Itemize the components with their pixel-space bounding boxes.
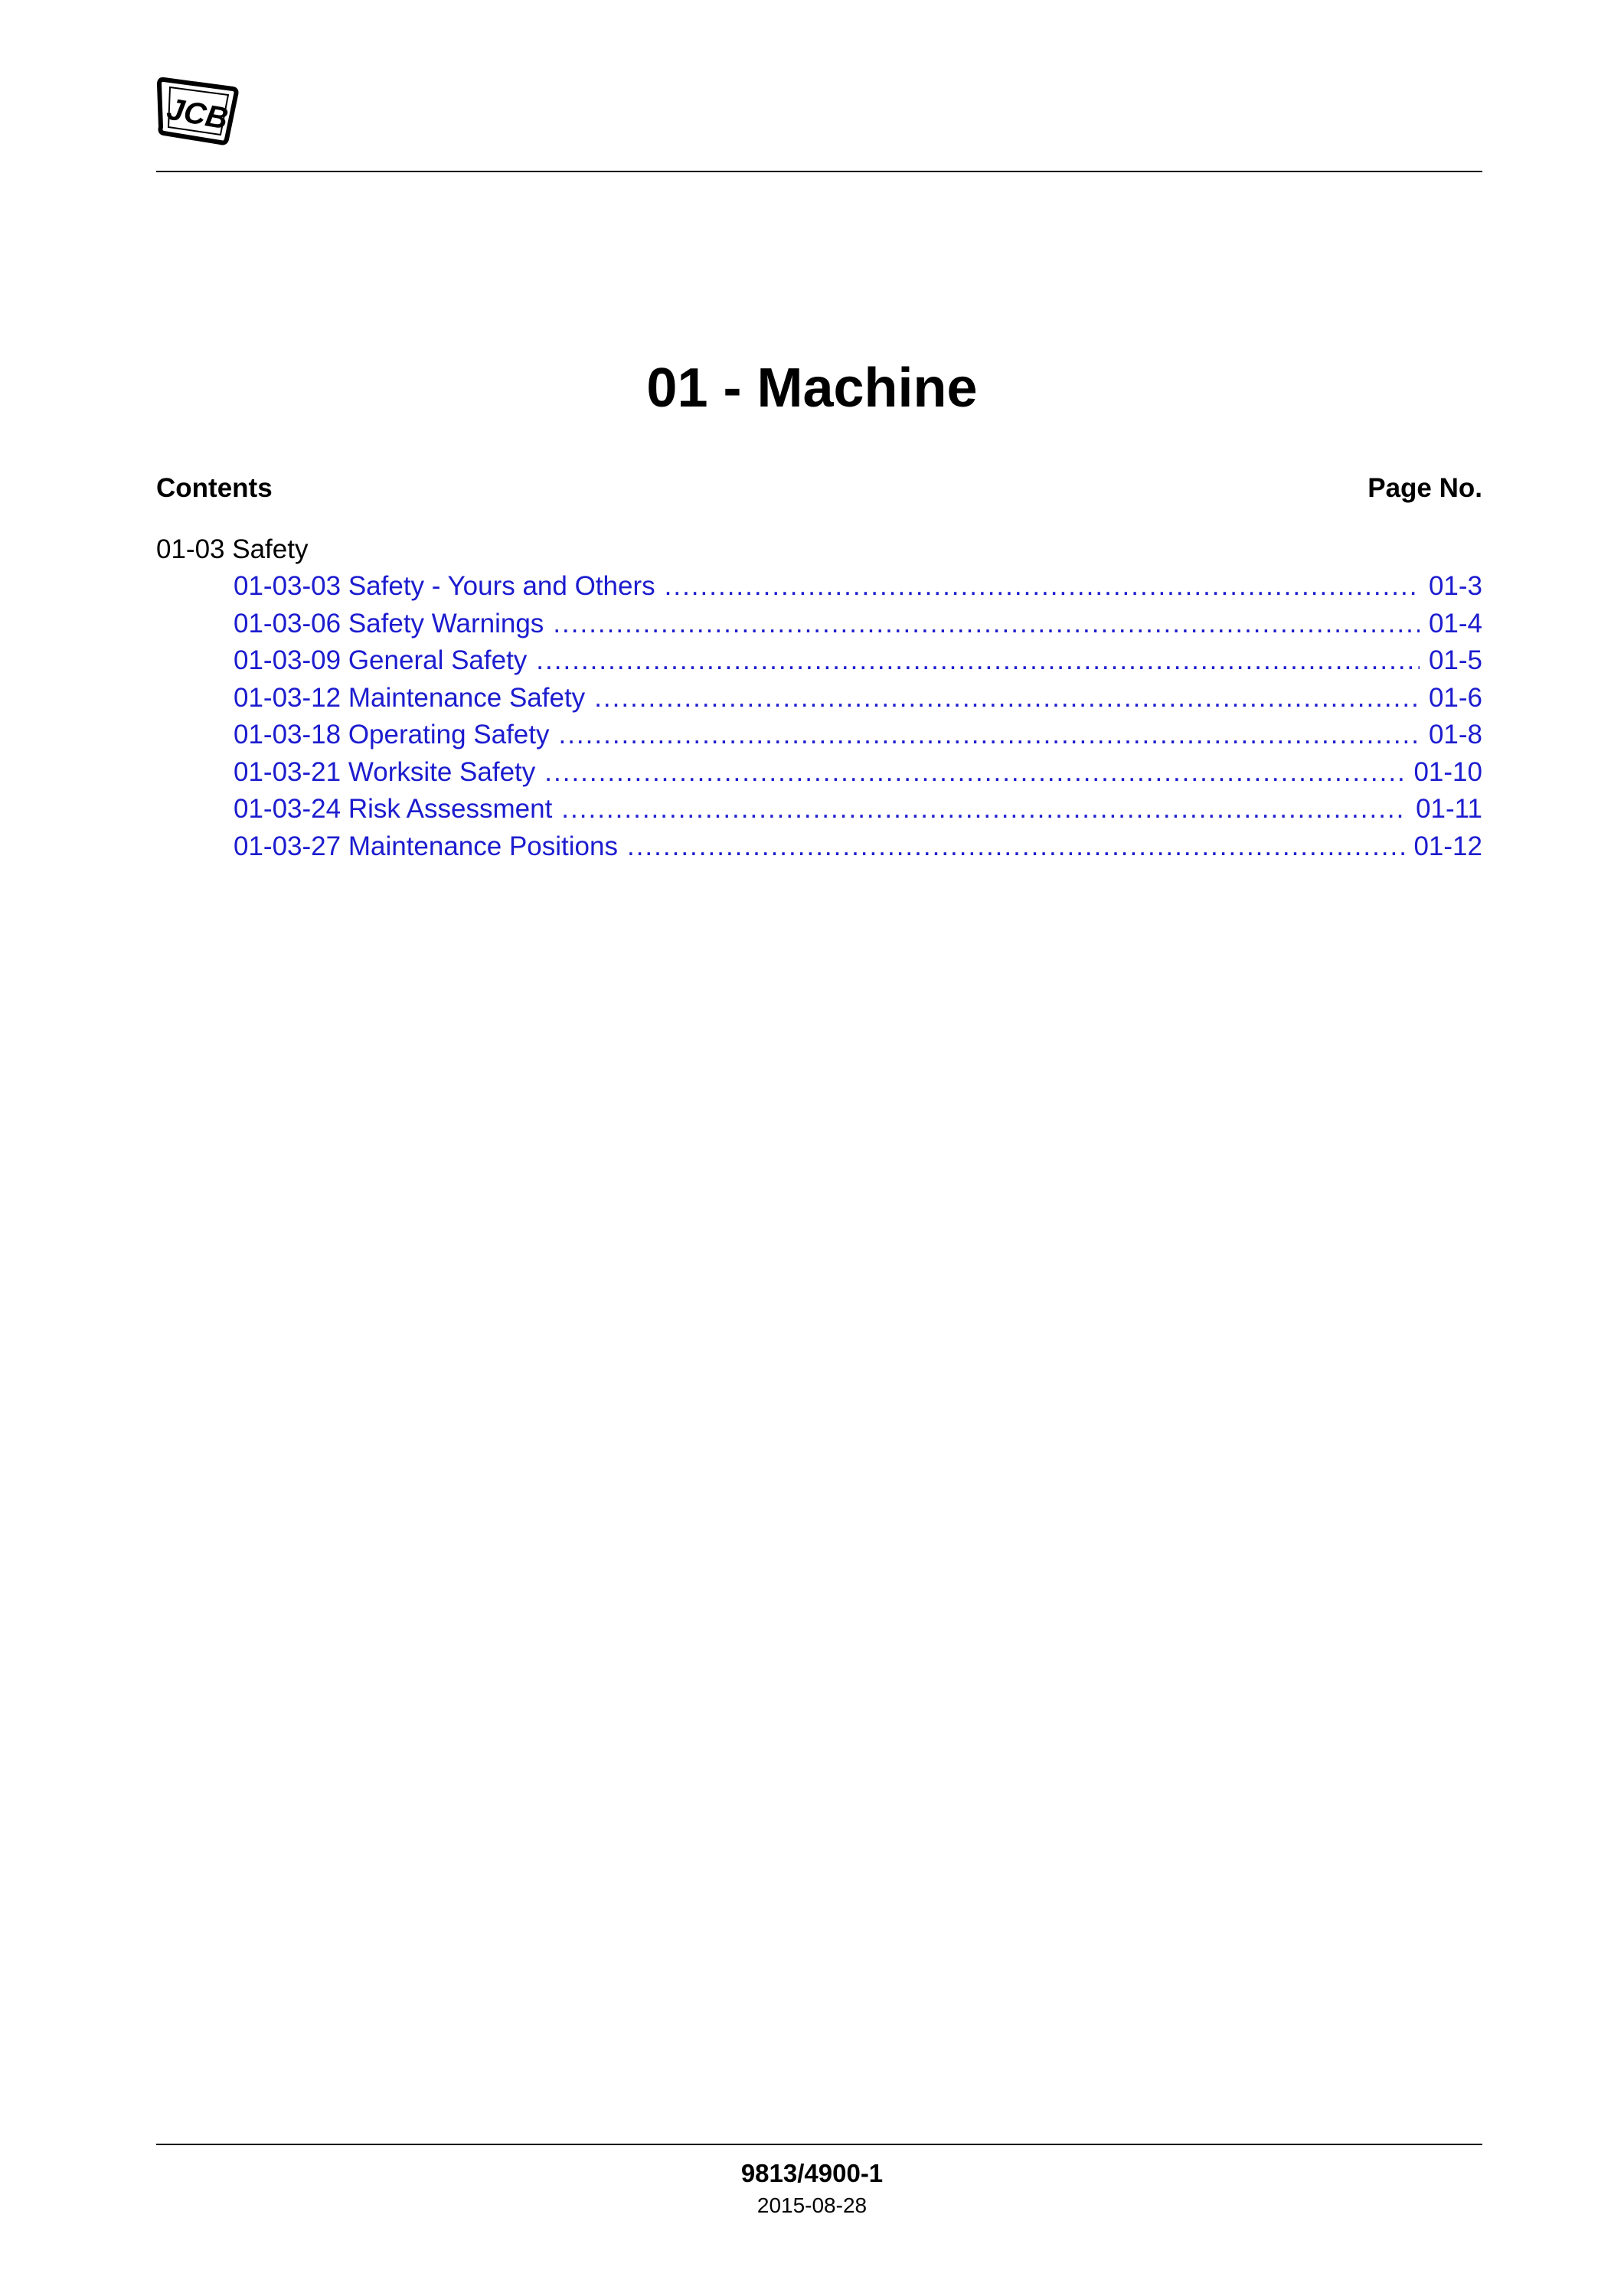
- toc-entry-page[interactable]: 01-5: [1428, 645, 1482, 675]
- toc-entry-page[interactable]: 01-4: [1428, 608, 1482, 639]
- toc-entry-title[interactable]: 01-03-27 Maintenance Positions: [234, 831, 618, 861]
- toc-entry-page[interactable]: 01-11: [1416, 794, 1482, 824]
- toc-list: [234, 568, 1482, 865]
- toc-entry[interactable]: [234, 680, 1482, 717]
- toc-entry-title[interactable]: 01-03-18 Operating Safety: [234, 720, 550, 750]
- toc-entry-title[interactable]: 01-03-09 General Safety: [234, 645, 528, 675]
- toc-entry-page[interactable]: 01-12: [1413, 831, 1482, 861]
- toc-entry-title[interactable]: 01-03-24 Risk Assessment: [234, 794, 553, 824]
- toc-entry[interactable]: [234, 791, 1482, 828]
- jcb-logo-icon: [156, 73, 242, 147]
- toc-entry-page[interactable]: 01-6: [1428, 682, 1482, 713]
- document-code: 9813/4900-1: [740, 2159, 884, 2187]
- toc-entry[interactable]: [234, 754, 1482, 792]
- toc-leader-dots: [558, 717, 1419, 753]
- document-date: 2015-08-28: [756, 2193, 868, 2217]
- toc-entry-page[interactable]: 01-10: [1413, 756, 1482, 787]
- toc-entry-title[interactable]: 01-03-12 Maintenance Safety: [234, 682, 586, 713]
- toc-leader-dots: [553, 606, 1420, 642]
- toc-entry[interactable]: [234, 606, 1482, 643]
- toc-entry-page[interactable]: 01-3: [1428, 571, 1482, 601]
- toc-entry[interactable]: [234, 717, 1482, 754]
- page-no-label: Page No.: [1367, 473, 1482, 503]
- toc-leader-dots: [594, 680, 1420, 717]
- footer-rule: [156, 2144, 1482, 2145]
- svg-text:JCB: JCB: [164, 92, 231, 136]
- toc-leader-dots: [544, 754, 1404, 791]
- toc-entry[interactable]: [234, 642, 1482, 680]
- header-rule: [156, 171, 1482, 172]
- toc-entry-page[interactable]: 01-8: [1428, 720, 1482, 750]
- contents-label: Contents: [156, 473, 273, 503]
- toc-entry[interactable]: [234, 828, 1482, 866]
- toc-entry-title[interactable]: 01-03-21 Worksite Safety: [234, 756, 536, 787]
- contents-header: [156, 473, 1482, 511]
- toc-entry[interactable]: [234, 568, 1482, 606]
- toc-leader-dots: [665, 568, 1420, 605]
- page-title: 01 - Machine: [646, 358, 978, 419]
- toc-entry-title[interactable]: 01-03-06 Safety Warnings: [234, 608, 544, 639]
- toc-entry-title[interactable]: 01-03-03 Safety - Yours and Others: [234, 571, 655, 601]
- section-heading: 01-03 Safety: [156, 534, 309, 564]
- toc-leader-dots: [627, 828, 1404, 865]
- toc-leader-dots: [536, 642, 1420, 679]
- toc-leader-dots: [561, 791, 1407, 828]
